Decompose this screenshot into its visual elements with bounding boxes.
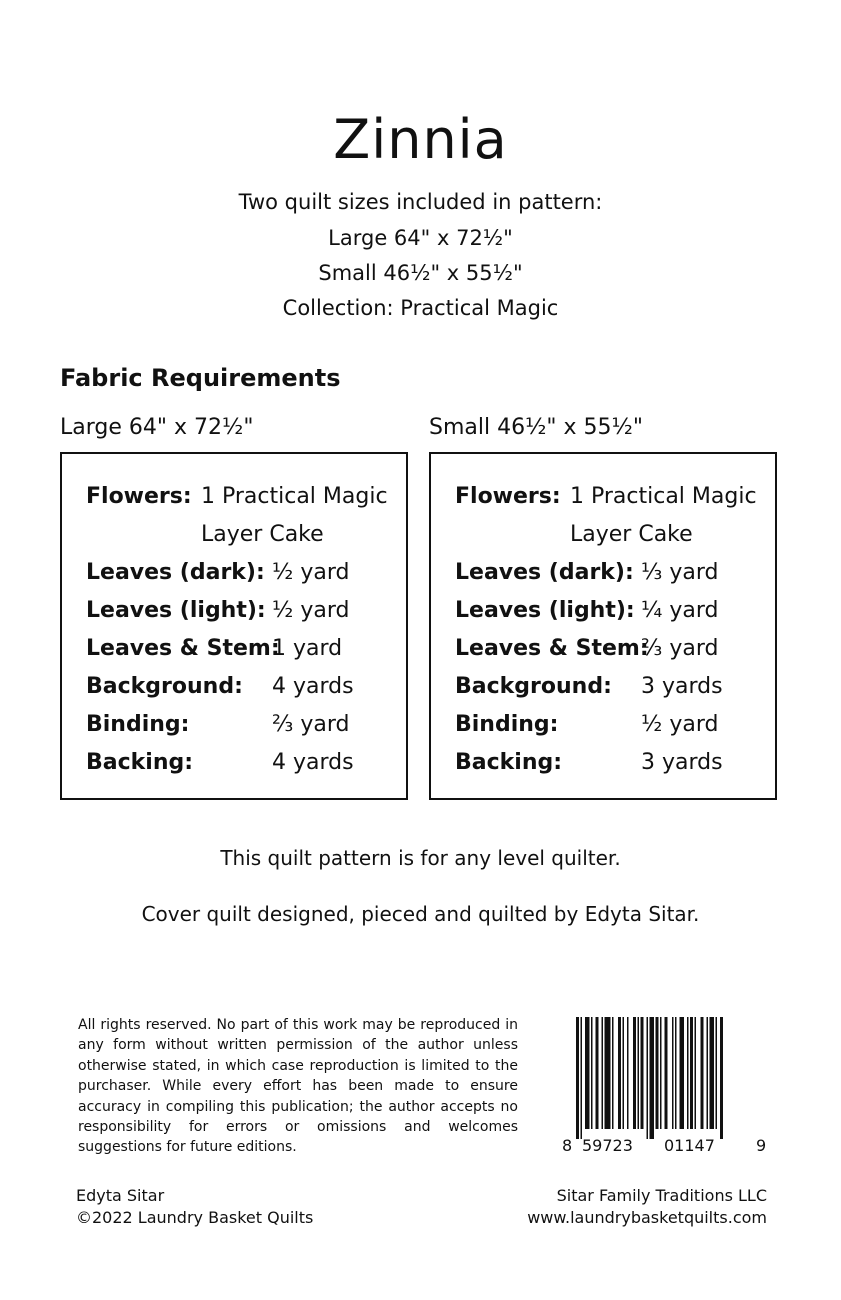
barcode-bar <box>585 1017 590 1129</box>
row-label: Leaves (light): <box>455 598 635 623</box>
website-link[interactable]: www.laundrybasketquilts.com <box>527 1208 767 1227</box>
intro-line-small: Small 46½" x 55½" <box>318 261 523 285</box>
row-value: 1 yard <box>272 636 343 661</box>
barcode-bar <box>656 1017 659 1129</box>
barcode-bar <box>687 1017 689 1129</box>
row-value: ⅔ yard <box>272 712 350 737</box>
barcode <box>560 1015 770 1155</box>
small-row-backing <box>455 748 723 778</box>
large-row-leaves-dark <box>86 558 350 588</box>
row-label: Background: <box>455 674 612 699</box>
intro-line-sizes: Two quilt sizes included in pattern: <box>238 190 603 214</box>
barcode-digits-right: 01147 <box>664 1136 715 1155</box>
fabric-requirements-heading: Fabric Requirements <box>60 364 341 392</box>
barcode-bar <box>672 1017 674 1129</box>
barcode-bar <box>710 1017 715 1129</box>
row-label: Flowers: <box>455 484 561 509</box>
barcode-bar <box>612 1017 614 1129</box>
large-row-binding <box>86 710 350 740</box>
barcode-digit-last: 9 <box>756 1136 767 1155</box>
page-title: Zinnia <box>333 108 508 171</box>
large-row-flowers <box>86 482 388 512</box>
barcode-bar <box>695 1017 697 1129</box>
copyright-line: ©2022 Laundry Basket Quilts <box>76 1208 314 1227</box>
barcode-bar <box>675 1017 677 1129</box>
intro-line-large: Large 64" x 72½" <box>328 226 513 250</box>
barcode-bar <box>720 1017 723 1139</box>
row-value: ½ yard <box>272 560 350 585</box>
small-row-leaves-dark <box>455 558 719 588</box>
barcode-bar <box>641 1017 644 1129</box>
barcode-digits-left: 59723 <box>582 1136 633 1155</box>
barcode-bar <box>701 1017 704 1129</box>
large-row-flowers-cont: Layer Cake <box>201 522 324 547</box>
barcode-bar <box>633 1017 636 1129</box>
row-label: Leaves (light): <box>86 598 266 623</box>
small-requirements-box <box>429 452 777 800</box>
row-value: 1 Practical Magic <box>570 484 757 509</box>
barcode-graphic <box>560 1015 770 1155</box>
row-value: ⅓ yard <box>641 560 719 585</box>
row-value: ½ yard <box>272 598 350 623</box>
row-label: Leaves & Stem: <box>86 636 280 661</box>
small-row-leaves-light <box>455 596 719 626</box>
barcode-bar <box>690 1017 693 1129</box>
barcode-digit-first: 8 <box>562 1136 573 1155</box>
barcode-bar <box>596 1017 599 1129</box>
small-row-background <box>455 672 723 702</box>
copyright-notice: All rights reserved. No part of this work may be reproduced in any form without written permission of the author unless otherwise stated, in which case reproduction is limited to the purchaser. While every effort has been made to ensure accuracy in compiling this publication; the author accepts no responsibility for errors or omissions and welcomes suggestions for future editions. <box>78 1017 518 1156</box>
row-value: 3 yards <box>641 750 723 775</box>
row-value: ¼ yard <box>641 598 719 623</box>
row-label: Backing: <box>86 750 194 775</box>
barcode-bar <box>605 1017 611 1129</box>
barcode-bar <box>602 1017 604 1129</box>
barcode-bar <box>680 1017 685 1129</box>
small-row-leaves-stem <box>455 634 719 664</box>
row-value: 1 Practical Magic <box>201 484 388 509</box>
designer-credit-note: Cover quilt designed, pieced and quilted by Edyta Sitar. <box>141 902 700 926</box>
barcode-bar <box>707 1017 709 1129</box>
author-name: Edyta Sitar <box>76 1186 165 1205</box>
row-label: Binding: <box>86 712 190 737</box>
company-name: Sitar Family Traditions LLC <box>556 1186 767 1205</box>
large-row-leaves-light <box>86 596 350 626</box>
skill-level-note: This quilt pattern is for any level quilter. <box>220 846 621 870</box>
barcode-bar <box>660 1017 662 1129</box>
intro-line-collection: Collection: Practical Magic <box>282 296 559 320</box>
row-label: Background: <box>86 674 243 699</box>
large-row-leaves-stem <box>86 634 343 664</box>
row-value: ⅔ yard <box>641 636 719 661</box>
barcode-bar <box>647 1017 649 1139</box>
barcode-bar <box>650 1017 655 1139</box>
large-requirements-box <box>60 452 408 800</box>
small-size-label: Small 46½" x 55½" <box>429 415 643 440</box>
row-label: Leaves & Stem: <box>455 636 649 661</box>
small-row-flowers-cont: Layer Cake <box>570 522 693 547</box>
row-value: ½ yard <box>641 712 719 737</box>
large-row-backing <box>86 748 354 778</box>
barcode-bar <box>618 1017 621 1129</box>
row-label: Leaves (dark): <box>455 560 634 585</box>
barcode-bar <box>665 1017 668 1129</box>
footer-right <box>527 1185 767 1229</box>
large-row-background <box>86 672 354 702</box>
barcode-bar <box>591 1017 593 1129</box>
barcode-bar <box>716 1017 718 1129</box>
row-value: 3 yards <box>641 674 723 699</box>
barcode-bar <box>623 1017 625 1129</box>
small-row-flowers <box>455 482 757 512</box>
barcode-bar <box>638 1017 640 1129</box>
row-label: Leaves (dark): <box>86 560 265 585</box>
row-label: Backing: <box>455 750 563 775</box>
barcode-bar <box>581 1017 583 1139</box>
row-value: 4 yards <box>272 750 354 775</box>
row-label: Binding: <box>455 712 559 737</box>
row-label: Flowers: <box>86 484 192 509</box>
large-size-label: Large 64" x 72½" <box>60 415 254 440</box>
barcode-bar <box>576 1017 579 1139</box>
row-value: 4 yards <box>272 674 354 699</box>
footer-left <box>76 1185 313 1229</box>
barcode-bar <box>627 1017 629 1129</box>
small-row-binding <box>455 710 719 740</box>
barcode-bars <box>576 1017 723 1139</box>
